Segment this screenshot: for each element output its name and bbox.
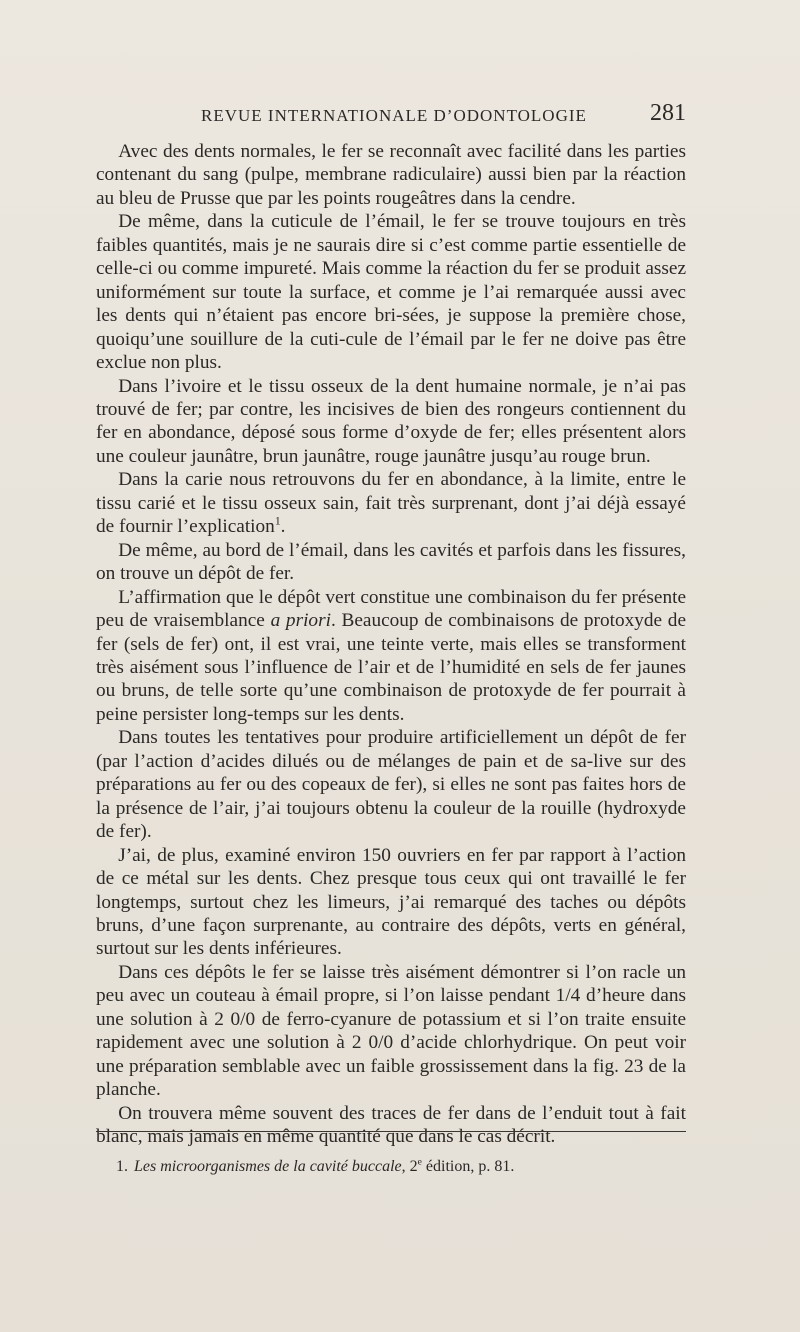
paragraph: On trouvera même souvent des traces de fer dans de l’enduit tout à fait blanc, mais jamais en même quantité que dans le cas décrit.: [96, 1102, 686, 1148]
italic-term: a priori: [270, 610, 331, 632]
running-title: REVUE INTERNATIONALE D’ODONTOLOGIE: [201, 106, 587, 125]
page-number: 281: [650, 100, 686, 126]
footnote-divider: [96, 1131, 686, 1132]
paragraph: De même, dans la cuticule de l’émail, le fer se trouve toujours en très faibles quantités, mais je ne saurais dire si c’est comme partie essentielle de celle-ci ou comme impureté. Mais comme la réaction du fer se produit assez uniformément sur toute la surface, et comme je l’ai remarquée aussi avec les dents qui n’étaient pas encore bri-sées, je suppose la première chose, quoiqu’une souillure de la cuti-cule de l’émail par le fer ne doive pas être exclue non plus.: [96, 211, 686, 374]
page-header: [96, 100, 686, 130]
paragraph: Avec des dents normales, le fer se reconnaît avec facilité dans les parties contenant du sang (pulpe, membrane radiculaire) aussi bien par la réaction au bleu de Prusse que par les points rougeâtres dans la cendre.: [96, 141, 686, 209]
paragraph: Dans l’ivoire et le tissu osseux de la dent humaine normale, je n’ai pas trouvé de fer; par contre, les incisives de bien des rongeurs contiennent du fer en abondance, déposé sous forme d’oxyde de fer; elles présentent alors une couleur jaunâtre, brun jaunâtre, rouge jaunâtre jusqu’au rouge brun.: [96, 375, 686, 467]
paragraph: J’ai, de plus, examiné environ 150 ouvriers en fer par rapport à l’action de ce métal sur les dents. Chez presque tous ceux qui ont travaillé le fer longtemps, surtout chez les limeurs, j’ai remarqué des taches ou dépôts bruns, d’une façon surprenante, au contraire des dépôts, verts en général, surtout sur les dents inférieures.: [96, 844, 686, 960]
paragraph: Dans toutes les tentatives pour produire artificiellement un dépôt de fer (par l’action d’acides dilués ou de mélanges de pain et de sa-live sur des préparations au fer ou des copeaux de fer), si elles ne sont pas faites hors de la présence de l’air, j’ai toujours obtenu la couleur de la rouille (hydroxyde de fer).: [96, 727, 686, 843]
footnote-title: Les microorganismes de la cavité buccale: [134, 1158, 402, 1175]
body-text: [96, 140, 686, 1148]
footnote: 1. Les microorganismes de la cavité buccale, 2e édition, p. 81.: [116, 1156, 515, 1175]
paragraph: Dans ces dépôts le fer se laisse très aisément démontrer si l’on racle un peu avec un couteau à émail propre, si l’on laisse pendant 1/4 d’heure dans une solution à 2 0/0 de ferro-cyanure de potassium et si l’on traite ensuite rapidement avec une solution à 2 0/0 d’acide chlorhydrique. On peut voir une préparation semblable avec un faible grossissement dans la fig. 23 de la planche.: [96, 961, 686, 1101]
paragraph: Dans la carie nous retrouvons du fer en abondance, à la limite, entre le tissu carié et le tissu osseux sain, fait très surprenant, dont j’ai déjà essayé de fournir l’explication$^1$.: [96, 469, 686, 538]
paragraph: L’affirmation que le dépôt vert constitue une combinaison du fer présente peu de vraisemblance a priori. Beaucoup de combinaisons de protoxyde de fer (sels de fer) ont, il est vrai, une teinte verte, mais elles se transforment très aisément sous l’influence de l’air et de l’humidité en sels de fer jaunes ou bruns, de telle sorte qu’une combinaison de protoxyde de fer pourrait à peine persister long-temps sur les dents.: [96, 586, 686, 725]
paragraph: De même, au bord de l’émail, dans les cavités et parfois dans les fissures, on trouve un dépôt de fer.: [96, 539, 686, 585]
footnote-number: 1.: [116, 1158, 128, 1175]
footnote-reference[interactable]: 1: [274, 514, 281, 528]
